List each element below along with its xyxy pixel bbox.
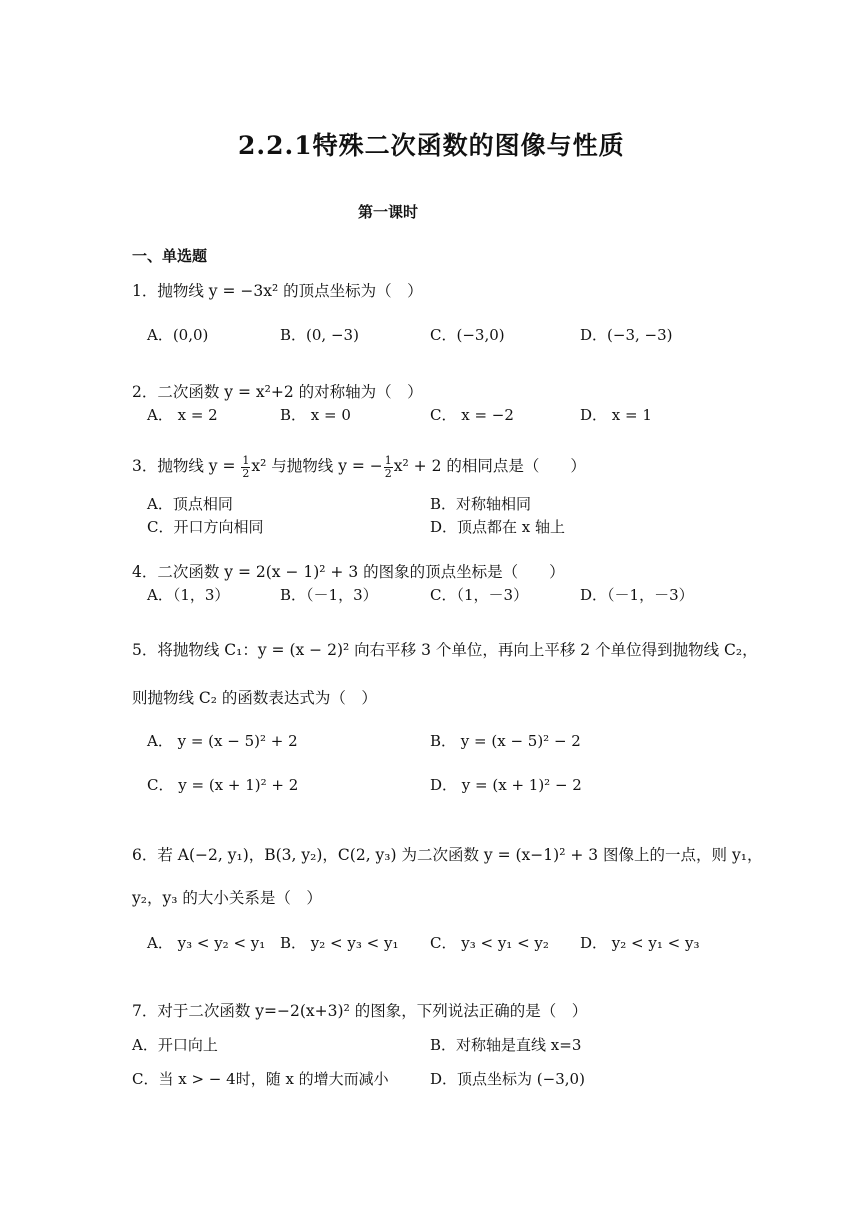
question-3-option-b: B．对称轴相同 [430, 495, 532, 513]
question-4-option-c: C．（1，－3） [430, 586, 529, 604]
question-6-option-a: A． y₃ < y₂ < y₁ [147, 934, 266, 952]
question-2-option-a: A． x = 2 [147, 406, 218, 424]
question-3-option-a: A．顶点相同 [147, 495, 233, 513]
page-title: 2.2.1特殊二次函数的图像与性质 [238, 131, 625, 160]
question-7-option-a: A．开口向上 [132, 1036, 218, 1054]
question-3-stem-part-a: 3．抛物线 y = [132, 457, 241, 475]
question-3-option-c: C．开口方向相同 [147, 518, 264, 536]
section-heading: 一、单选题 [132, 247, 208, 265]
question-5-option-c: C． y = (x + 1)² + 2 [147, 776, 299, 794]
fraction-one-half [241, 455, 250, 480]
question-3-option-d: D．顶点都在 x 轴上 [430, 518, 566, 536]
fraction-numerator: 1 [242, 453, 250, 467]
question-6-option-c: C． y₃ < y₁ < y₂ [430, 934, 549, 952]
question-1-option-d: D．(−3, −3) [580, 326, 673, 344]
question-1-option-b: B．(0, −3) [280, 326, 359, 344]
question-1-stem: 1．抛物线 y = −3x² 的顶点坐标为（ ） [132, 282, 423, 300]
question-5-stem-line-2: 则抛物线 C₂ 的函数表达式为（ ） [132, 689, 377, 707]
question-3-stem-part-b: x² 与抛物线 y = − [251, 457, 383, 475]
question-5-option-b: B． y = (x − 5)² − 2 [430, 732, 581, 750]
question-2-option-c: C． x = −2 [430, 406, 514, 424]
question-4-option-b: B．（－1，3） [280, 586, 378, 604]
question-6-stem-line-1: 6．若 A(−2, y₁)，B(3, y₂)，C(2, y₃) 为二次函数 y = (x−1)² + 3 图像上的一点，则 y₁， [132, 846, 763, 864]
question-7-option-c: C．当 x > − 4时，随 x 的增大而减小 [132, 1070, 389, 1088]
question-6-option-b: B． y₂ < y₃ < y₁ [280, 934, 399, 952]
question-4-stem: 4．二次函数 y = 2(x − 1)² + 3 的图象的顶点坐标是（ ） [132, 563, 565, 581]
question-5-option-a: A． y = (x − 5)² + 2 [147, 732, 298, 750]
question-6-option-d: D． y₂ < y₁ < y₃ [580, 934, 700, 952]
question-1-option-c: C．(−3,0) [430, 326, 505, 344]
question-7-option-b: B．对称轴是直线 x=3 [430, 1036, 582, 1054]
page-subtitle: 第一课时 [358, 203, 419, 221]
question-5-option-d: D． y = (x + 1)² − 2 [430, 776, 582, 794]
fraction-denominator: 2 [384, 466, 392, 480]
question-5-stem-line-1: 5．将抛物线 C₁：y = (x − 2)² 向右平移 3 个单位，再向上平移 2 个单位得到抛物线 C₂， [132, 641, 758, 659]
question-6-stem-line-2: y₂，y₃ 的大小关系是（ ） [132, 889, 322, 907]
question-7-option-d: D．顶点坐标为 (−3,0) [430, 1070, 585, 1088]
question-2-option-d: D． x = 1 [580, 406, 652, 424]
question-7-stem: 7．对于二次函数 y=−2(x+3)² 的图象，下列说法正确的是（ ） [132, 1002, 588, 1020]
question-3-stem-part-c: x² + 2 的相同点是（ ） [393, 457, 586, 475]
question-2-stem: 2．二次函数 y = x²+2 的对称轴为（ ） [132, 383, 423, 401]
question-4-option-d: D．（－1，－3） [580, 586, 694, 604]
question-3-stem [132, 454, 586, 480]
question-2-option-b: B． x = 0 [280, 406, 351, 424]
question-4-option-a: A．（1，3） [147, 586, 230, 604]
fraction-numerator: 1 [384, 453, 392, 467]
question-1-option-a: A．(0,0) [147, 326, 209, 344]
fraction-one-half-2 [384, 455, 393, 480]
fraction-denominator: 2 [242, 466, 250, 480]
